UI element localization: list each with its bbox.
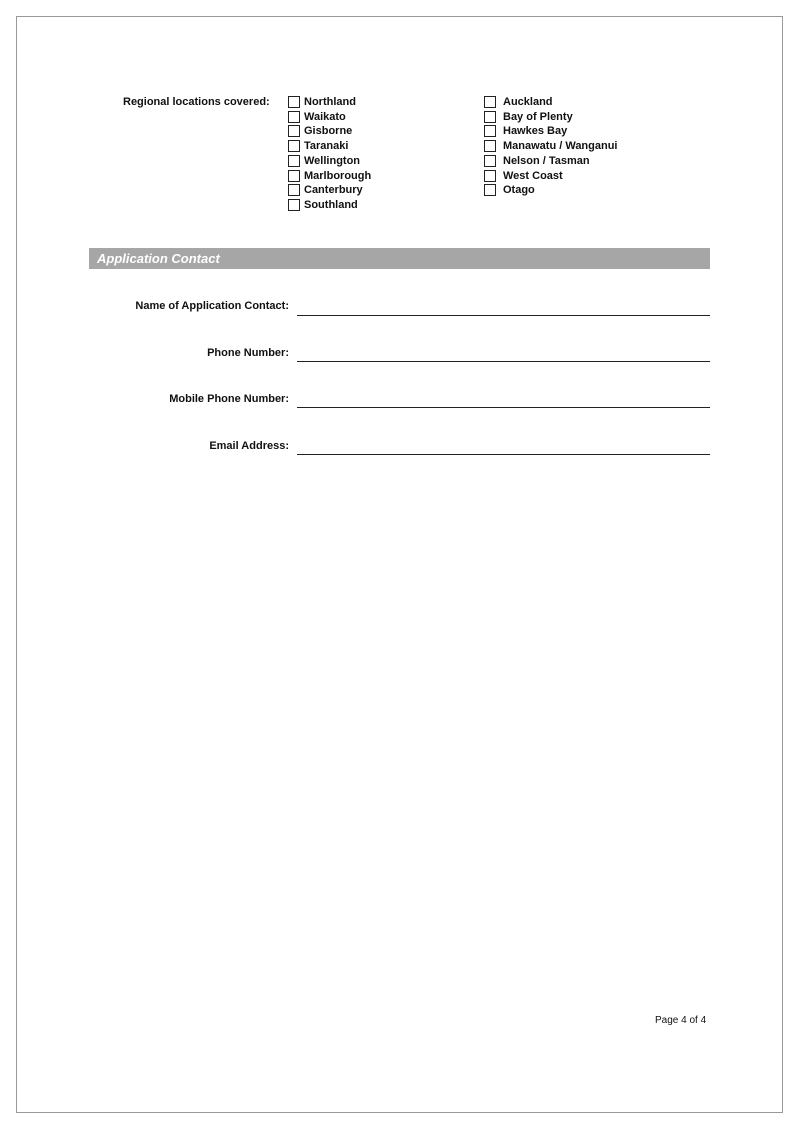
region-label: Hawkes Bay bbox=[503, 125, 568, 138]
region-option[interactable] bbox=[288, 110, 346, 124]
region-option[interactable] bbox=[484, 183, 535, 197]
region-label: Nelson / Tasman bbox=[503, 154, 590, 167]
region-label: Auckland bbox=[503, 96, 553, 108]
region-option[interactable] bbox=[288, 154, 360, 168]
region-label: Otago bbox=[503, 184, 535, 197]
checkbox[interactable] bbox=[288, 184, 300, 196]
contact-name-label: Name of Application Contact: bbox=[135, 300, 289, 312]
checkbox[interactable] bbox=[484, 155, 496, 167]
checkbox[interactable] bbox=[288, 155, 300, 167]
region-label: Gisborne bbox=[304, 125, 353, 138]
checkbox[interactable] bbox=[484, 111, 496, 123]
checkbox[interactable] bbox=[484, 125, 496, 137]
checkbox[interactable] bbox=[288, 125, 300, 137]
page-number: Page 4 of 4 bbox=[655, 1015, 707, 1026]
region-option[interactable] bbox=[288, 183, 363, 197]
region-label: Canterbury bbox=[304, 184, 363, 197]
region-option[interactable] bbox=[484, 110, 573, 124]
checkbox[interactable] bbox=[484, 184, 496, 196]
checkbox[interactable] bbox=[288, 111, 300, 123]
region-label: West Coast bbox=[503, 169, 563, 182]
checkbox[interactable] bbox=[288, 170, 300, 182]
region-option[interactable] bbox=[484, 139, 618, 153]
region-option[interactable] bbox=[484, 169, 563, 183]
region-label: Wellington bbox=[304, 154, 361, 167]
region-option[interactable] bbox=[288, 124, 352, 138]
region-option[interactable] bbox=[484, 124, 567, 138]
region-label: Bay of Plenty bbox=[503, 110, 573, 123]
page-border bbox=[16, 16, 783, 1113]
mobile-phone-field[interactable] bbox=[297, 394, 710, 408]
region-option[interactable] bbox=[288, 139, 348, 153]
region-label: Taranaki bbox=[304, 140, 349, 153]
checkbox[interactable] bbox=[288, 140, 300, 152]
region-option[interactable] bbox=[288, 198, 358, 212]
phone-label: Phone Number: bbox=[207, 347, 289, 359]
region-option[interactable] bbox=[484, 154, 590, 168]
checkbox[interactable] bbox=[288, 96, 300, 108]
region-option[interactable] bbox=[484, 95, 553, 109]
checkbox[interactable] bbox=[484, 170, 496, 182]
email-field[interactable] bbox=[297, 441, 710, 455]
phone-field[interactable] bbox=[297, 348, 710, 362]
checkbox[interactable] bbox=[484, 96, 496, 108]
region-label: Southland bbox=[304, 198, 358, 211]
section-header-application-contact: Application Contact bbox=[89, 248, 710, 269]
region-label: Marlborough bbox=[304, 169, 372, 182]
region-label: Northland bbox=[304, 96, 356, 108]
mobile-phone-label: Mobile Phone Number: bbox=[169, 393, 289, 405]
region-option[interactable] bbox=[288, 95, 356, 109]
regions-label: Regional locations covered: bbox=[123, 96, 270, 108]
checkbox[interactable] bbox=[288, 199, 300, 211]
email-label: Email Address: bbox=[209, 440, 289, 452]
region-option[interactable] bbox=[288, 169, 371, 183]
region-label: Manawatu / Wanganui bbox=[503, 140, 618, 153]
contact-name-field[interactable] bbox=[297, 302, 710, 316]
region-label: Waikato bbox=[304, 110, 346, 123]
checkbox[interactable] bbox=[484, 140, 496, 152]
